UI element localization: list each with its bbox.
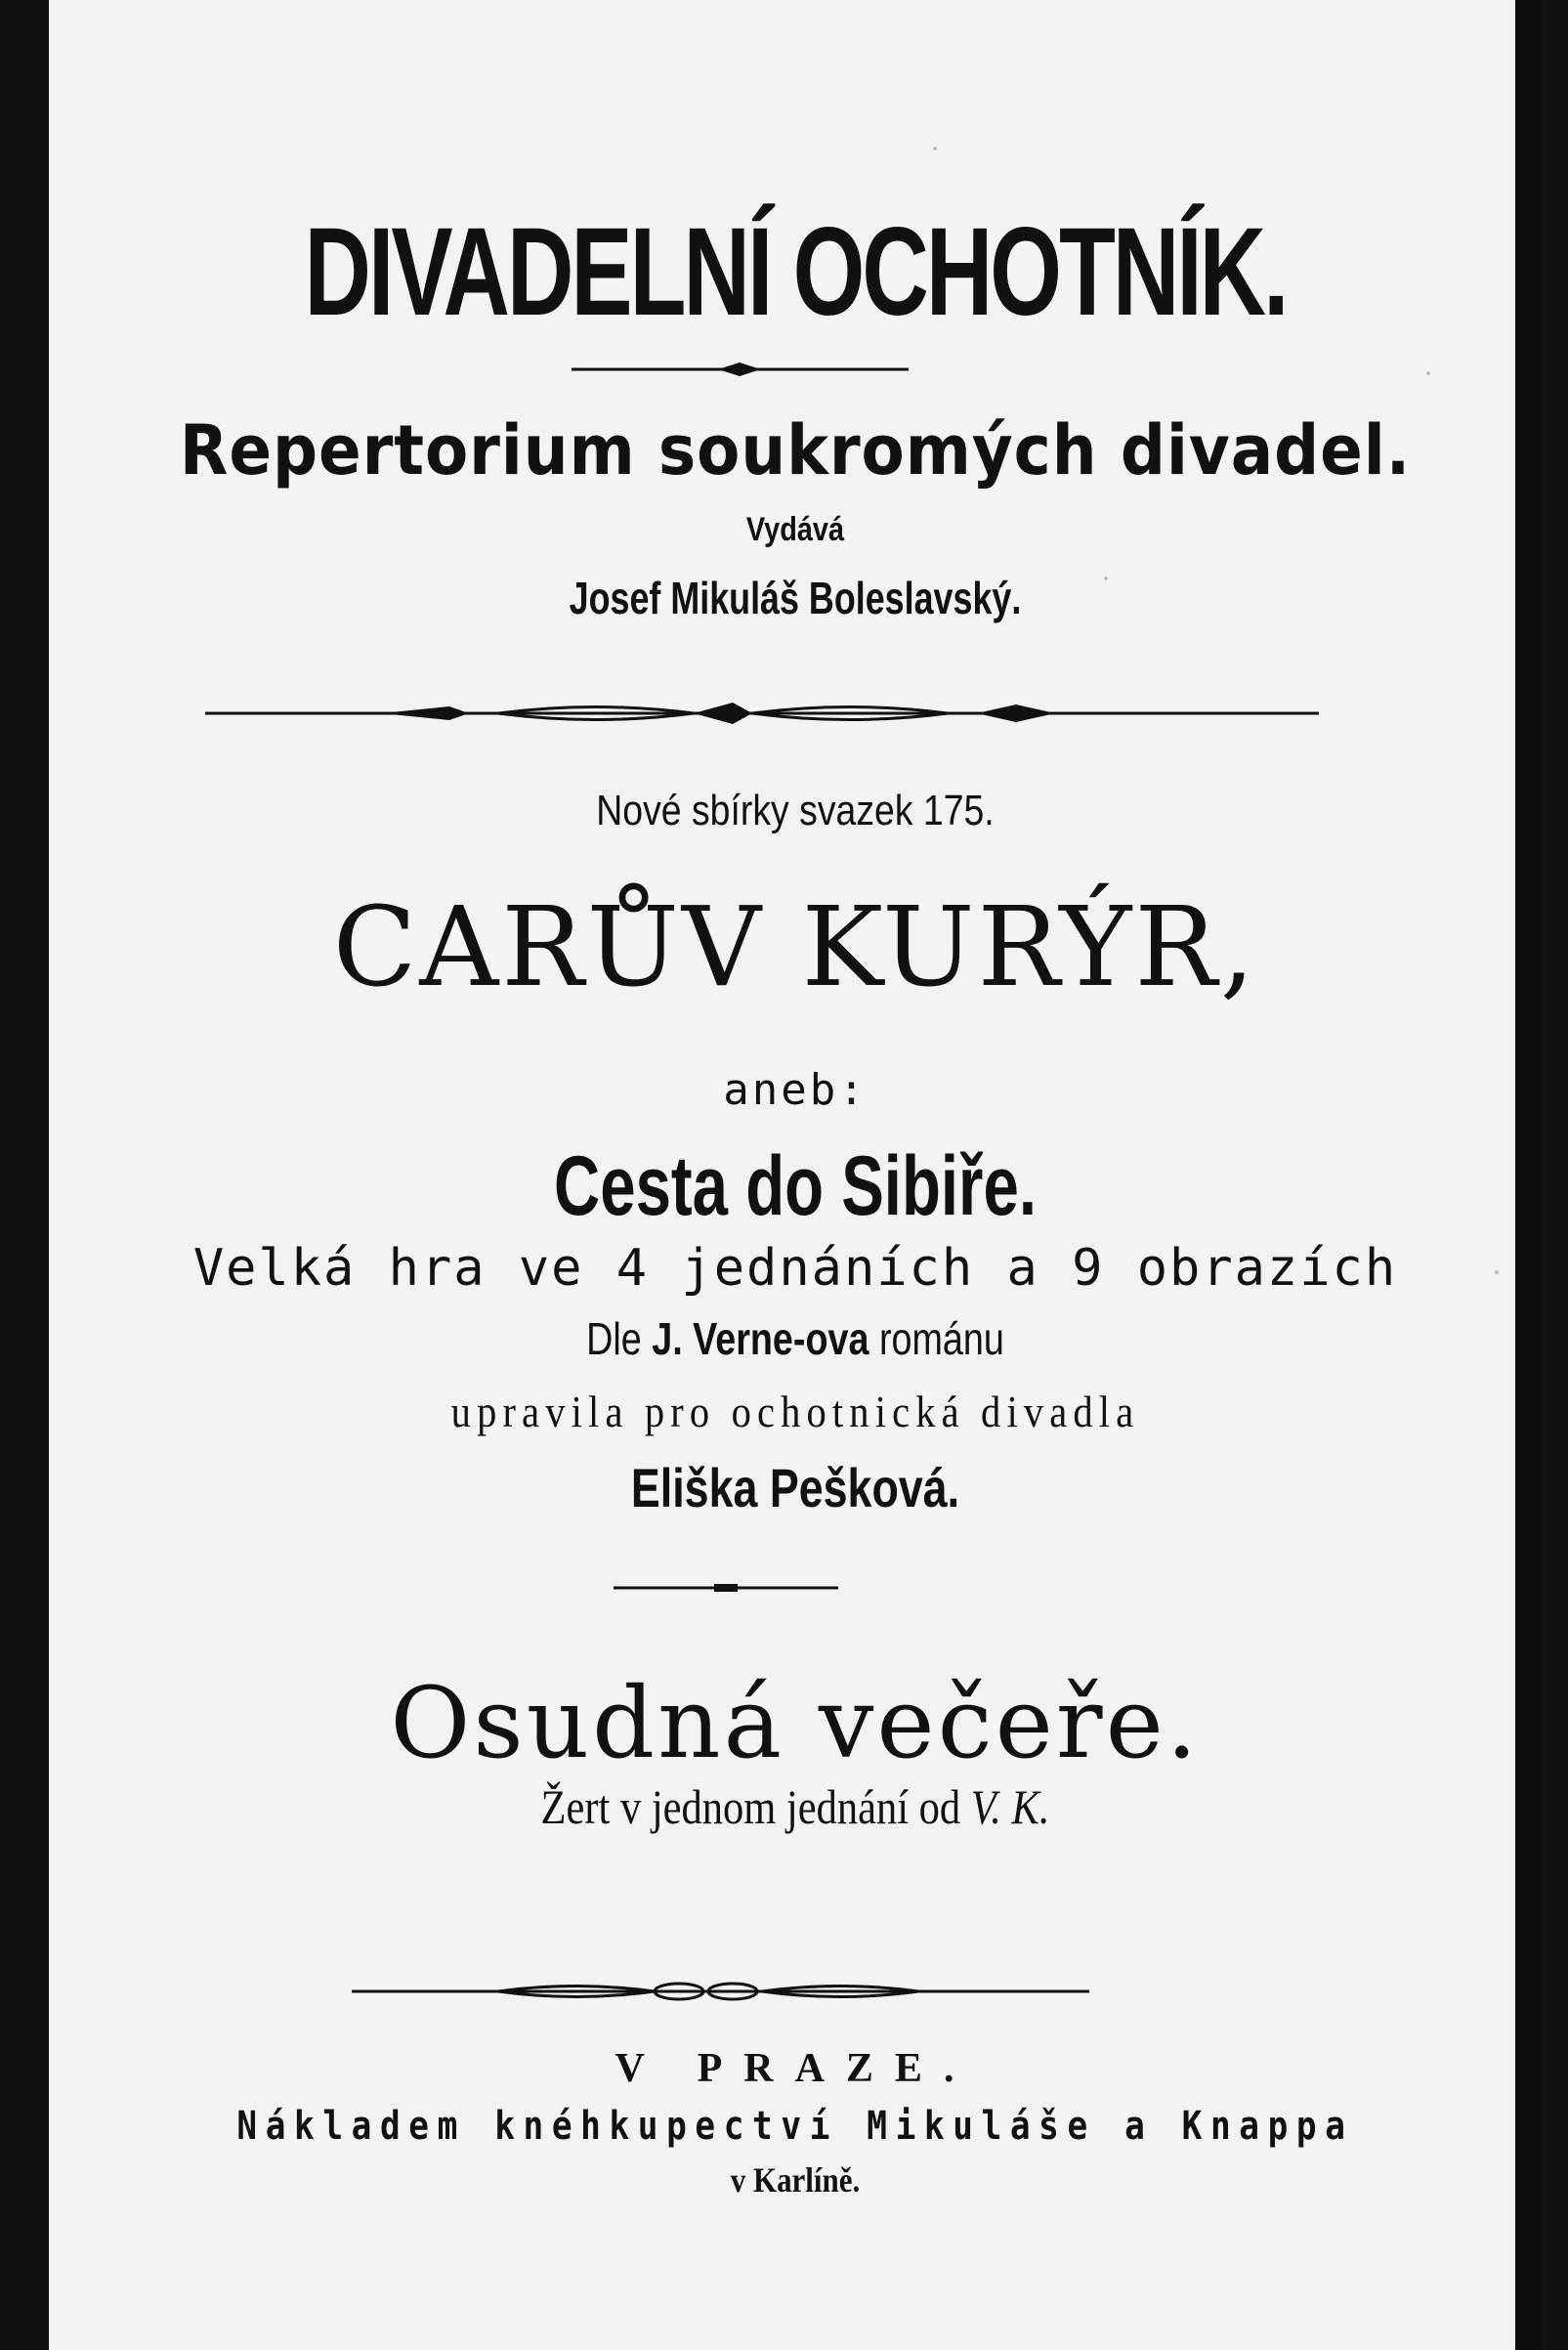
publisher-label: Vydává [745, 511, 845, 548]
series-subtitle: Repertorium soukromých divadel. [179, 410, 1412, 491]
alternative-title-connector: aneb: [723, 1065, 868, 1115]
imprint-place: v Karlíně. [730, 2160, 861, 2200]
alternative-title: Cesta do Sibiře. [554, 1139, 1037, 1233]
imprint-city: V PRAZE. [614, 2046, 976, 2091]
series-title: DIVADELNÍ OCHOTNÍK. [304, 202, 1287, 342]
genre-description: Velká hra ve 4 jednáních a 9 obrazích [192, 1239, 1398, 1298]
source-suffix: románu [869, 1313, 1004, 1364]
second-play-title: Osudná večeře. [390, 1666, 1201, 1780]
second-play-prefix: Žert v jednom jednání od [540, 1779, 971, 1834]
divider-ornament-2 [205, 699, 1319, 728]
divider-ornament-1 [572, 360, 909, 379]
paper-speck [1104, 577, 1108, 580]
adaptation-credit: upravila pro ochotnická divadla [450, 1387, 1140, 1436]
second-play-subtitle [161, 1778, 1430, 1835]
imprint-publisher: Nákladem knéhkupectví Mikuláše a Knappa [236, 2104, 1354, 2149]
source-prefix: Dle [586, 1313, 653, 1364]
adapter-name: Eliška Pešková. [630, 1457, 960, 1518]
source-credit [184, 1312, 1408, 1365]
play-title: CARŮV KURÝR, [332, 884, 1258, 1011]
publisher-name: Josef Mikuláš Boleslavský. [569, 573, 1022, 623]
paper-speck [933, 147, 937, 150]
page-edge-shadow [1515, 0, 1542, 2350]
divider-ornament-4 [352, 1979, 1089, 2004]
volume-number: Nové sbírky svazek 175. [596, 787, 995, 834]
divider-ornament-3 [614, 1581, 838, 1595]
source-author: J. Verne-ova [652, 1313, 869, 1364]
paper-speck [1426, 371, 1430, 375]
paper-speck [1495, 1270, 1499, 1274]
title-page [49, 0, 1542, 2350]
second-play-author: V. K. [970, 1779, 1050, 1834]
